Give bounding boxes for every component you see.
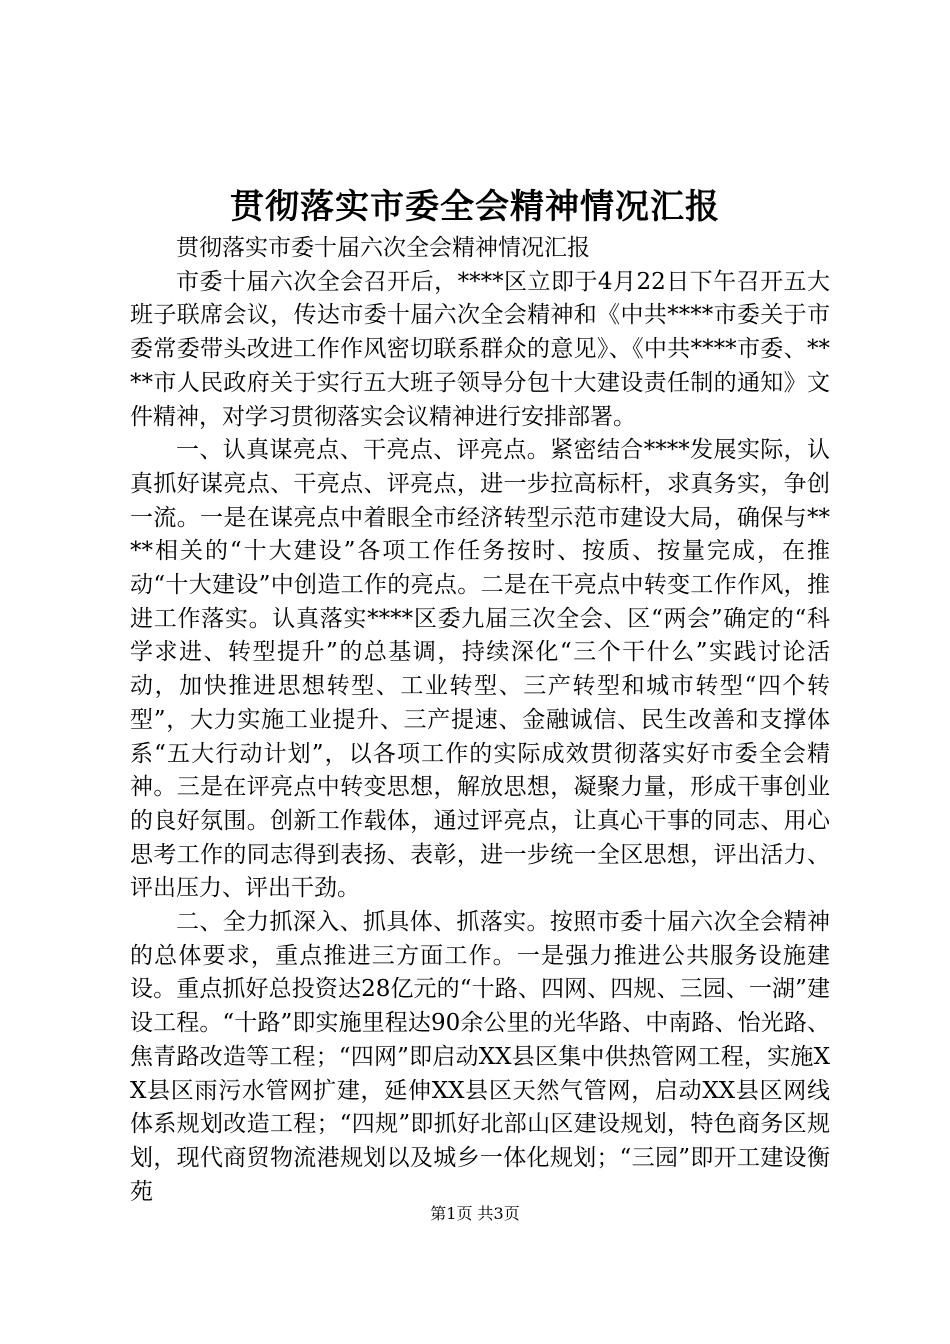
page-footer: 第1页 共3页 [430, 1204, 520, 1223]
paragraph-intro: 市委十届六次全会召开后，****区立即于4月22日下午召开五大班子联席会议，传达市委十届六次全会精神和《中共****市委关于市委常委带头改进工作作风密切联系群众的意见》、《中共****市委、****市人民政府关于实行五大班子领导分包十大建设责任制的通知》文件精神，对学习贯彻落实会议精神进行安排部署。 [130, 268, 830, 430]
document-body [130, 232, 830, 1209]
paragraph-section-two: 二、全力抓深入、抓具体、抓落实。按照市委十届六次全会精神的总体要求，重点推进三方面工作。一是强力推进公共服务设施建设。重点抓好总投资达28亿元的“十路、四网、四规、三园、一湖”建设工程。“十路”即实施里程达90余公里的光华路、中南路、怡光路、焦青路改造等工程；“四网”即启动XX县区集中供热管网工程，实施XX县区雨污水管网扩建，延伸XX县区天然气管网，启动XX县区网线体系规划改造工程；“四规”即抓好北部山区建设规划，特色商务区规划，现代商贸物流港规划以及城乡一体化规划；“三园”即开工建设衡苑 [130, 909, 830, 1205]
document-title: 贯彻落实市委全会精神情况汇报 [230, 187, 720, 227]
paragraph-subtitle: 贯彻落实市委十届六次全会精神情况汇报 [176, 235, 590, 261]
paragraph-section-one: 一、认真谋亮点、干亮点、评亮点。紧密结合****发展实际，认真抓好谋亮点、干亮点、评亮点，进一步拉高标杆，求真务实，争创一流。一是在谋亮点中着眼全市经济转型示范市建设大局，确保与****相关的“十大建设”各项工作任务按时、按质、按量完成，在推动“十大建设”中创造工作的亮点。二是在干亮点中转变工作作风，推进工作落实。认真落实****区委九届三次全会、区“两会”确定的“科学求进、转型提升”的总基调，持续深化“三个干什么”实践讨论活动，加快推进思想转型、工业转型、三产转型和城市转型“四个转型”，大力实施工业提升、三产提速、金融诚信、民生改善和支撑体系“五大行动计划”，以各项工作的实际成效贯彻落实好市委全会精神。三是在评亮点中转变思想，解放思想，凝聚力量，形成干事创业的良好氛围。创新工作载体，通过评亮点，让真心干事的同志、用心思考工作的同志得到表扬、表彰，进一步统一全区思想，评出活力、评出压力、评出干劲。 [130, 437, 830, 902]
